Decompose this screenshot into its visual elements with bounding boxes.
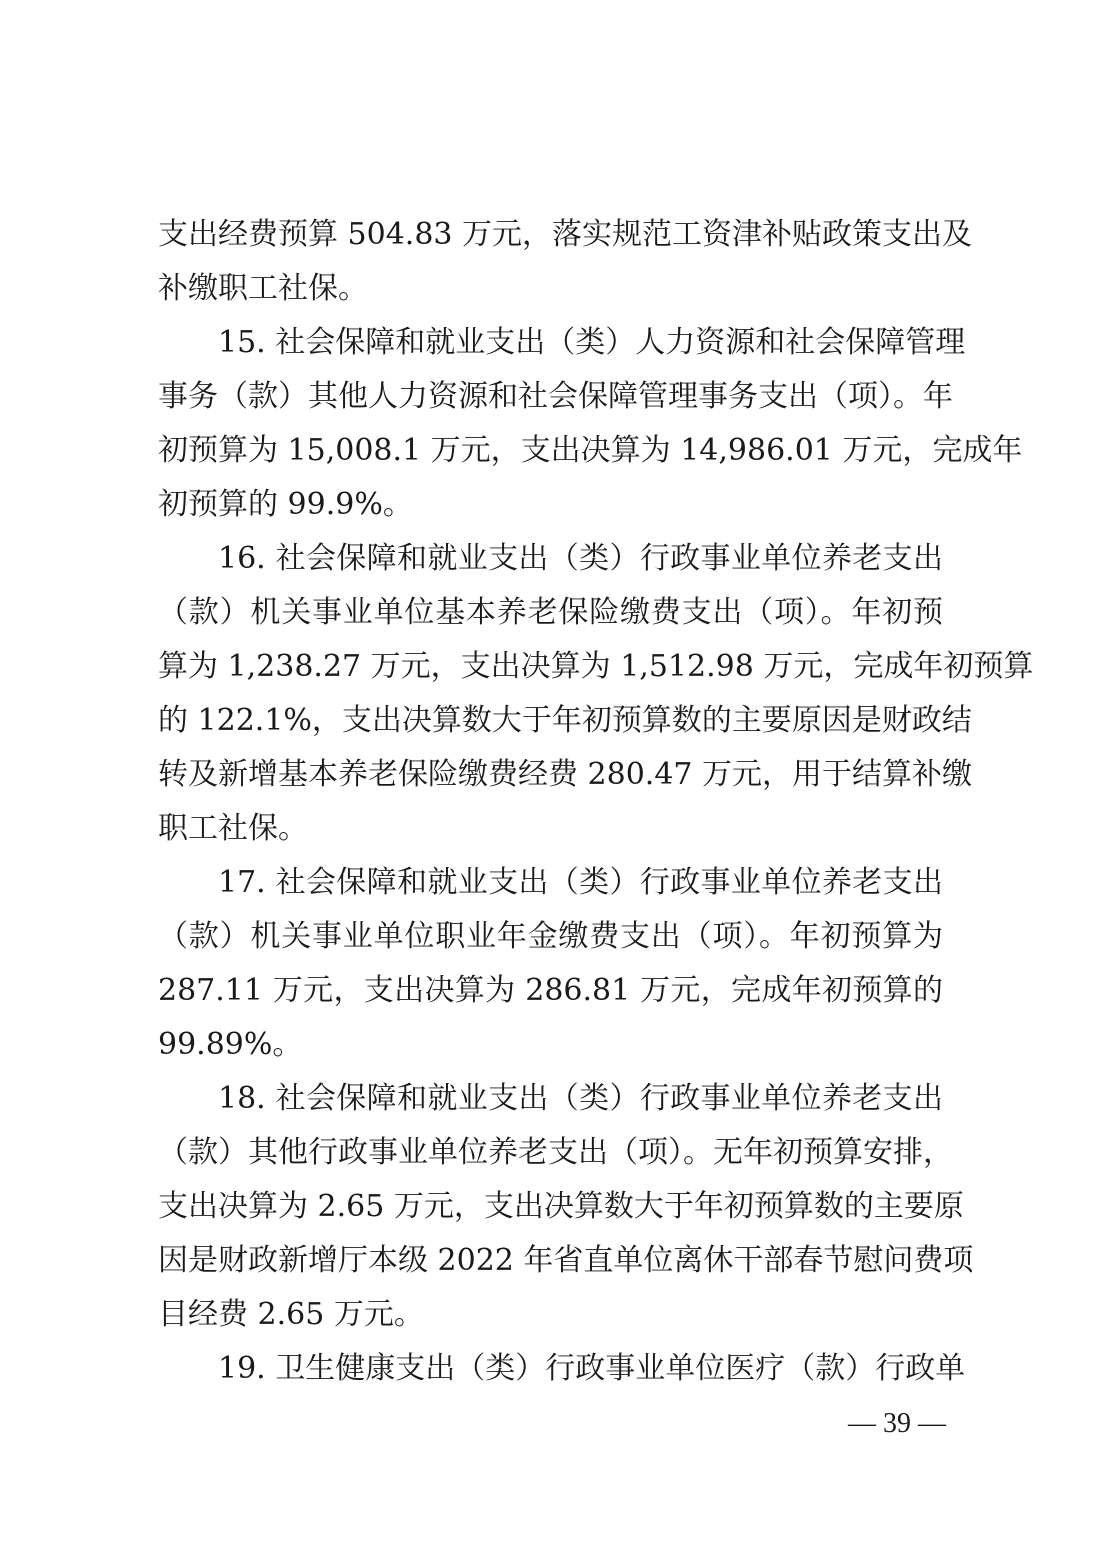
text-line: 事务（款）其他人力资源和社会保障管理事务支出（项）。年 <box>158 379 953 414</box>
text-line: 19. 卫生健康支出（类）行政事业单位医疗（款）行政单 <box>218 1351 966 1386</box>
paragraph-16 <box>158 532 1034 856</box>
paragraph-17 <box>158 856 943 1072</box>
text-line: 因是财政新增厅本级 2022 年省直单位离休干部春节慰问费项 <box>158 1243 974 1278</box>
text-line: 17. 社会保障和就业支出（类）行政事业单位养老支出 <box>218 865 943 900</box>
text-line: 支出决算为 2.65 万元，支出决算数大于年初预算数的主要原 <box>158 1189 964 1224</box>
text-line: 99.89%。 <box>158 1027 303 1062</box>
text-line: 的 122.1%，支出决算数大于年初预算数的主要原因是财政结 <box>158 703 972 738</box>
text-line: 算为 1,238.27 万元，支出决算为 1,512.98 万元，完成年初预算 <box>158 649 1034 684</box>
body-text <box>158 208 1034 1396</box>
text-line: （款）机关事业单位基本养老保险缴费支出（项）。年初预 <box>158 595 943 630</box>
page-number: — 39 — <box>848 1408 946 1439</box>
text-line: 15. 社会保障和就业支出（类）人力资源和社会保障管理 <box>218 325 966 360</box>
text-line: （款）机关事业单位职业年金缴费支出（项）。年初预算为 <box>158 919 943 954</box>
text-line: 职工社保。 <box>158 811 308 846</box>
paragraph-18 <box>158 1072 974 1342</box>
text-line: 目经费 2.65 万元。 <box>158 1297 424 1332</box>
paragraph-19 <box>158 1342 966 1396</box>
text-line: 18. 社会保障和就业支出（类）行政事业单位养老支出 <box>218 1081 943 1116</box>
paragraph-15 <box>158 316 1023 532</box>
text-line: 287.11 万元，支出决算为 286.81 万元，完成年初预算的 <box>158 973 943 1008</box>
text-line: 补缴职工社保。 <box>158 271 368 306</box>
text-line: 支出经费预算 504.83 万元，落实规范工资津补贴政策支出及 <box>158 217 973 252</box>
paragraph-14-continued <box>158 208 973 316</box>
text-line: （款）其他行政事业单位养老支出（项）。无年初预算安排， <box>158 1135 953 1170</box>
text-line: 初预算为 15,008.1 万元，支出决算为 14,986.01 万元，完成年 <box>158 433 1023 468</box>
text-line: 转及新增基本养老保险缴费经费 280.47 万元，用于结算补缴 <box>158 757 973 792</box>
text-line: 16. 社会保障和就业支出（类）行政事业单位养老支出 <box>218 541 943 576</box>
text-line: 初预算的 99.9%。 <box>158 487 413 522</box>
